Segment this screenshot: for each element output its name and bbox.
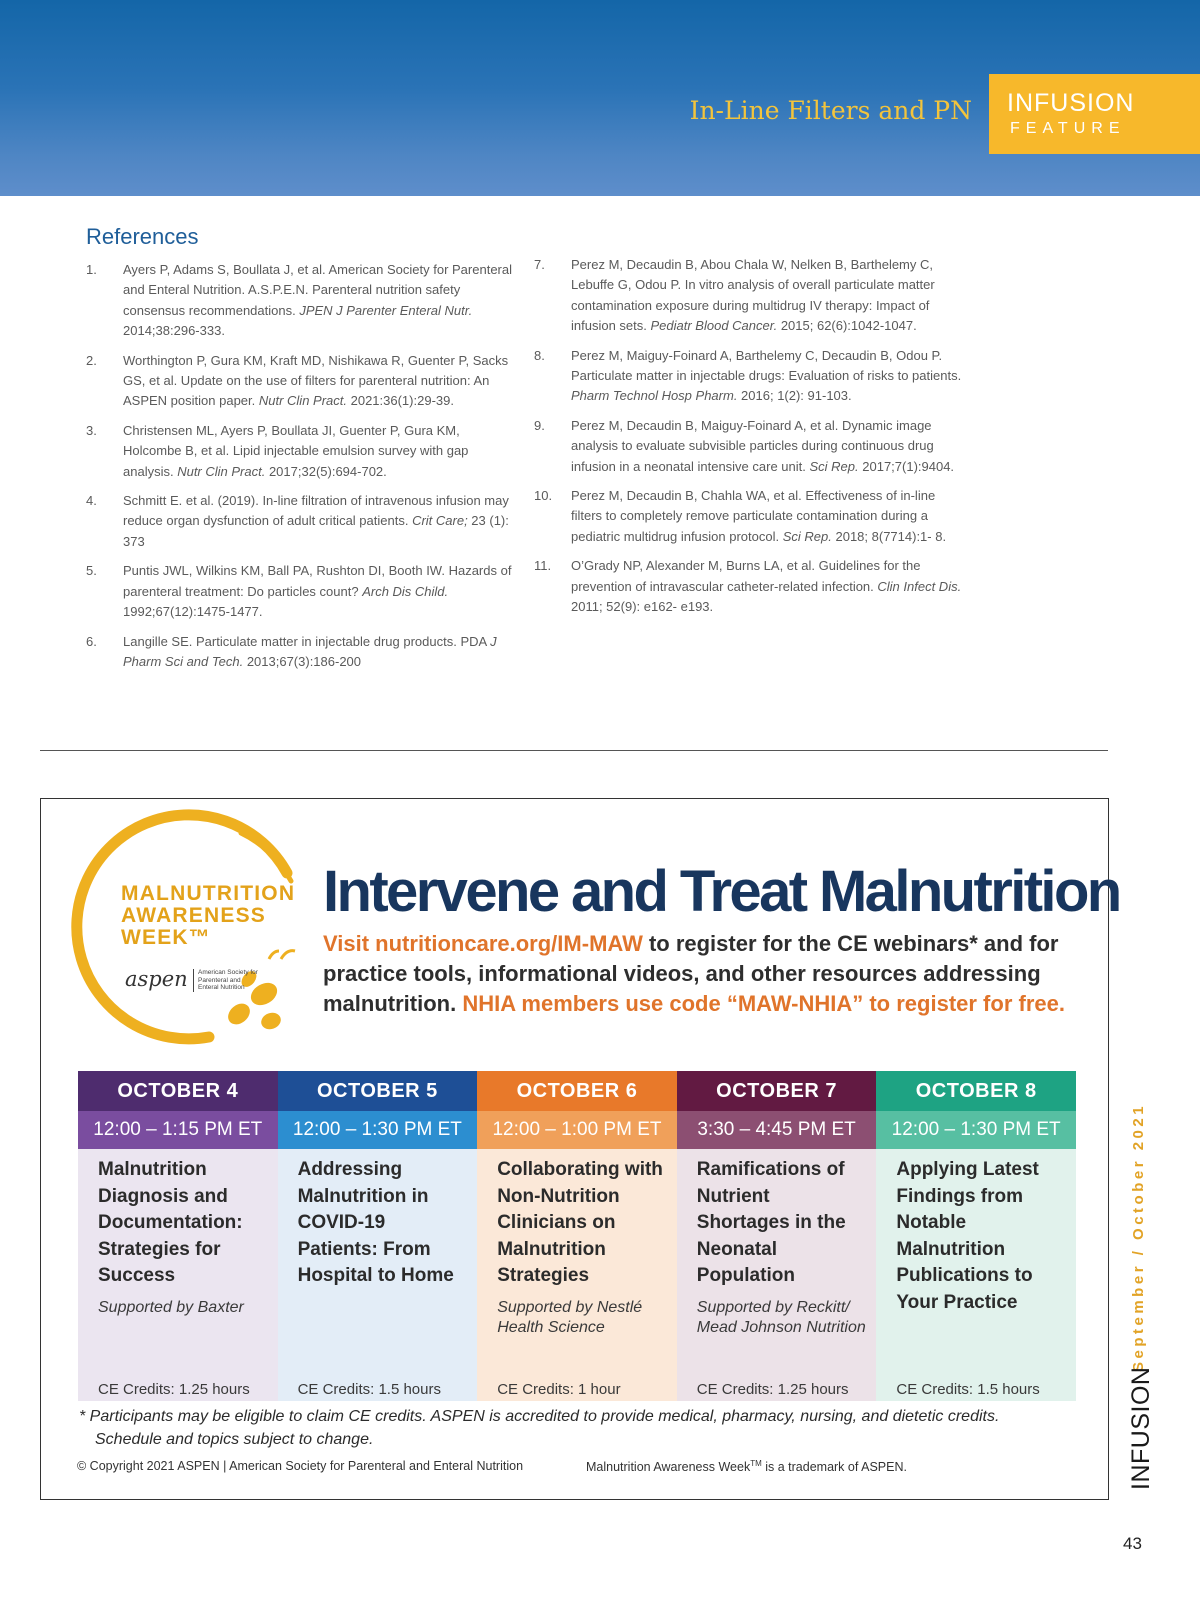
webinar-topic: Collaborating with Non-Nutrition Clinicians on Malnutrition Strategies (497, 1159, 663, 1287)
day-body (677, 1149, 877, 1401)
schedule-day (876, 1071, 1076, 1401)
section-title: In-Line Filters and PN (689, 96, 972, 125)
trademark-sup: TM (750, 1459, 762, 1468)
logo-title-line-3: WEEK™ (121, 926, 211, 949)
day-date: OCTOBER 7 (677, 1071, 877, 1111)
reference-text: Perez M, Decaudin B, Chahla WA, et al. Effectiveness of in-line filters to completely remove particulate contamination during a pediatric multidrug infusion protocol. Sci Rep. 2018; 8(7714):1- 8. (571, 488, 947, 544)
ce-footnote: * Participants may be eligible to claim CE credits. ASPEN is accredited to provide medical, pharmacy, nursing, and dietetic credits. Schedule and topics subject to change. (79, 1408, 1000, 1448)
reference-item (86, 421, 516, 482)
trademark-name: Malnutrition Awareness Week (586, 1460, 751, 1475)
day-date: OCTOBER 6 (477, 1071, 677, 1111)
references-column-left (86, 260, 516, 681)
member-code-note: NHIA members use code “MAW-NHIA” to register for free. (462, 991, 1065, 1016)
trademark-tail: is a trademark of ASPEN. (761, 1460, 907, 1475)
reference-item (534, 255, 964, 337)
reference-number: 4. (86, 493, 97, 509)
webinar-topic: Ramifications of Nutrient Shortages in the Neonatal Population (696, 1159, 846, 1287)
references-heading: References (86, 224, 199, 249)
day-body (78, 1149, 278, 1401)
reference-item (86, 260, 516, 342)
day-date: OCTOBER 5 (278, 1071, 478, 1111)
reference-number: 8. (534, 347, 545, 363)
webinar-topic: Applying Latest Findings from Notable Malnutrition Publications to Your Practice (896, 1159, 1039, 1313)
day-time: 12:00 – 1:30 PM ET (876, 1111, 1076, 1149)
ce-credits: CE Credits: 1.5 hours (896, 1381, 1040, 1398)
aspen-fullname: American Society for Parenteral and Enteral Nutrition (193, 969, 260, 992)
day-date: OCTOBER 4 (78, 1071, 278, 1111)
logo-title-line-2: AWARENESS (121, 904, 266, 927)
header-band (0, 0, 1200, 196)
day-body (278, 1149, 478, 1401)
reference-number: 9. (534, 417, 545, 433)
reference-text: Langille SE. Particulate matter in injectable drug products. PDA J Pharm Sci and Tech. 2013;67(3):186-200 (123, 633, 497, 669)
day-time: 12:00 – 1:30 PM ET (278, 1111, 478, 1149)
logo-title (121, 883, 295, 949)
section-divider (40, 750, 1108, 751)
webinar-topic: Addressing Malnutrition in COVID-19 Patients: From Hospital to Home (297, 1159, 454, 1287)
trademark-line (586, 1459, 907, 1474)
webinar-sponsor: Supported by Reckitt/ Mead Johnson Nutrition (696, 1298, 866, 1337)
malnutrition-ad (40, 798, 1120, 1500)
schedule-day (278, 1071, 478, 1401)
reference-text: Ayers P, Adams S, Boullata J, et al. American Society for Parenteral and Enteral Nutrition. A.S.P.E.N. Parenteral nutrition safety consensus recommendations. JPEN J Parenter Enteral Nutr. 2014;38:296-333. (123, 262, 512, 339)
reference-text: O’Grady NP, Alexander M, Burns LA, et al. Guidelines for the prevention of intravascular catheter-related infection. Clin Infect Dis. 2011; 52(9): e162- e193. (571, 558, 962, 615)
infusion-feature-badge (989, 74, 1200, 154)
copyright-line: © Copyright 2021 ASPEN | American Society for Parenteral and Enteral Nutrition (77, 1459, 524, 1473)
reference-text: Puntis JWL, Wilkins KM, Ball PA, Rushton DI, Booth IW. Hazards of parenteral treatment: Do particles count? Arch Dis Child. 1992;67(12):1475-1477. (123, 563, 512, 620)
day-body (477, 1149, 677, 1401)
day-body (876, 1149, 1076, 1401)
reference-item (86, 351, 516, 412)
reference-number: 3. (86, 422, 97, 438)
reference-text: Worthington P, Gura KM, Kraft MD, Nishikawa R, Guenter P, Sacks GS, et al. Update on the use of filters for parenteral nutrition: An ASPEN position paper. Nutr Clin Pract. 2021:36(1):29-39. (123, 352, 509, 409)
maw-logo (59, 809, 309, 1049)
ce-credits: CE Credits: 1 hour (497, 1381, 621, 1398)
reference-item (86, 561, 516, 622)
schedule-day (677, 1071, 877, 1401)
issue-date: September / October 2021 (1130, 1102, 1147, 1372)
reference-item (534, 556, 964, 617)
schedule-day (477, 1071, 677, 1401)
day-time: 12:00 – 1:15 PM ET (78, 1111, 278, 1149)
reference-item (534, 416, 964, 477)
reference-text: Perez M, Decaudin B, Maiguy-Foinard A, et al. Dynamic image analysis to evaluate subvisible particles during continuous drug infusion in a neonatal intensive care unit. Sci Rep. 2017;7(1):9404. (571, 417, 955, 474)
reference-item (86, 632, 516, 673)
schedule-day (78, 1071, 278, 1401)
ce-credits: CE Credits: 1.25 hours (696, 1381, 849, 1398)
reference-text: Schmitt E. et al. (2019). In-line filtration of intravenous infusion may reduce organ dysfunction of adult critical patients. Crit Care; 23 (1): 373 (123, 493, 509, 549)
ce-credits: CE Credits: 1.5 hours (297, 1381, 441, 1398)
reference-item (534, 346, 964, 407)
reference-number: 7. (534, 257, 545, 272)
badge-brand: INFUSION (1007, 89, 1135, 117)
reference-text: Christensen ML, Ayers P, Boullata JI, Guenter P, Gura KM, Holcombe B, et al. Lipid injectable emulsion survey with gap analysis. Nutr Clin Pract. 2017;32(5):694-702. (123, 422, 469, 479)
webinar-topic: Malnutrition Diagnosis and Documentation: Strategies for Success (98, 1159, 243, 1287)
webinar-schedule (78, 1071, 1076, 1401)
infusion-brand: INFUSION (1127, 1366, 1155, 1490)
aspen-wordmark: aspen (125, 967, 188, 991)
day-time: 3:30 – 4:45 PM ET (677, 1111, 877, 1149)
reference-number: 10. (534, 488, 553, 504)
ad-lead-text (323, 929, 1083, 1019)
day-time: 12:00 – 1:00 PM ET (477, 1111, 677, 1149)
register-url[interactable]: Visit nutritioncare.org/IM-MAW (323, 931, 643, 956)
reference-item (86, 491, 516, 552)
page-number: 43 (1123, 1534, 1142, 1553)
reference-number: 11. (534, 558, 552, 574)
ce-credits: CE Credits: 1.25 hours (98, 1381, 250, 1398)
reference-item (534, 486, 964, 547)
logo-title-line-1: MALNUTRITION (121, 882, 296, 905)
reference-number: 5. (86, 563, 97, 579)
lead-body: to register for the CE webinars* and for practice tools, informational videos, and other resources addressing malnutrition. (323, 931, 1059, 1016)
webinar-sponsor: Supported by Baxter (98, 1298, 244, 1316)
day-date: OCTOBER 8 (876, 1071, 1076, 1111)
reference-text: Perez M, Maiguy-Foinard A, Barthelemy C, Decaudin B, Odou P. Particulate matter in injectable drugs: Evaluation of risks to patients. Pharm Technol Hosp Pharm. 2016; 1(2): 91-103. (571, 347, 962, 404)
ad-headline: Intervene and Treat Malnutrition (323, 859, 1120, 924)
webinar-sponsor: Supported by Nestlé Health Science (497, 1298, 643, 1337)
reference-number: 2. (86, 352, 97, 368)
reference-number: 6. (86, 633, 97, 649)
reference-text: Perez M, Decaudin B, Abou Chala W, Nelken B, Barthelemy C, Lebuffe G, Odou P. In vitro analysis of overall particulate matter contamination exposure during multidrug IV therapy: Impact of infusion sets. Pediatr Blood Cancer. 2015; 62(6):1042-1047. (571, 257, 935, 334)
badge-subtitle: FEATURE (1010, 120, 1126, 137)
reference-number: 1. (86, 262, 97, 277)
references-column-right (534, 255, 964, 627)
